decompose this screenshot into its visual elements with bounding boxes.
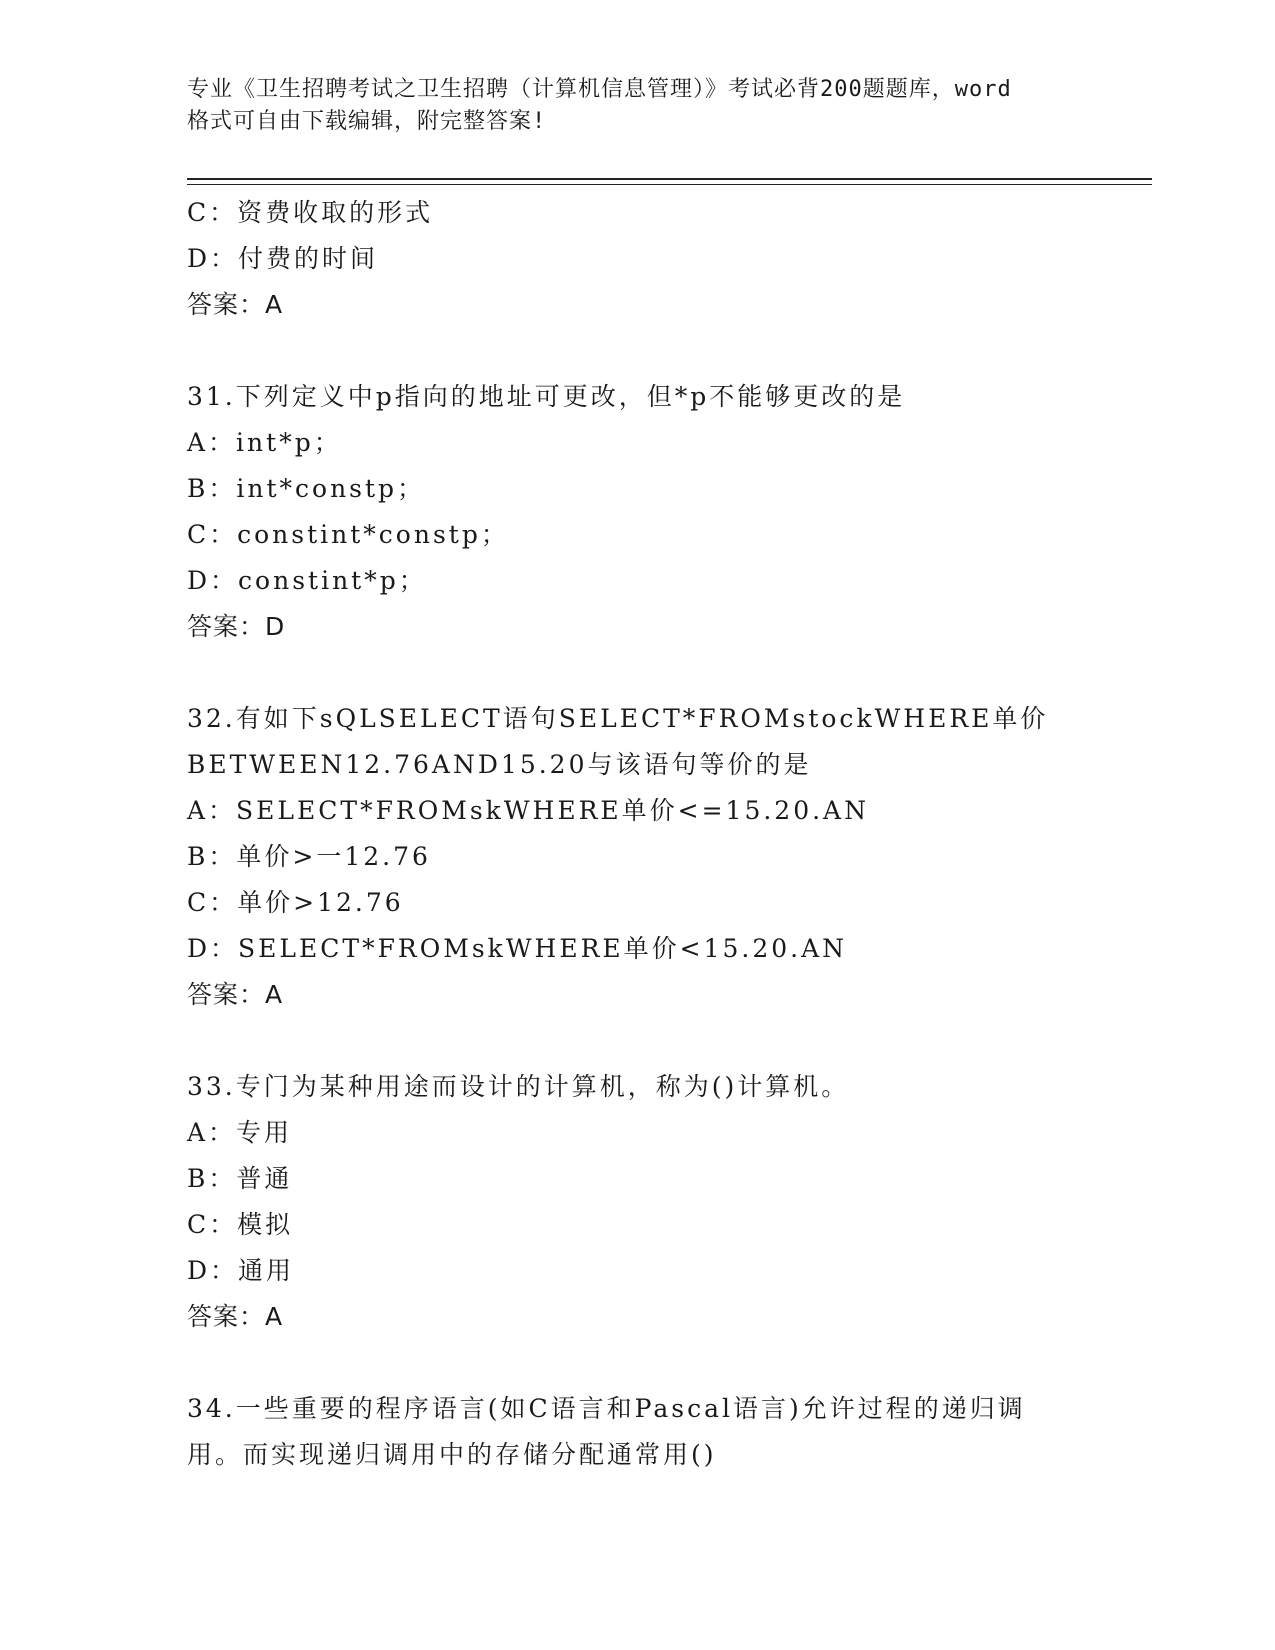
question-stem-line-1: 32.有如下sQLSELECT语句SELECT*FROMstockWHERE单价 <box>187 704 1049 733</box>
question-30-tail <box>187 190 1087 328</box>
question-34 <box>187 1386 1087 1478</box>
spacer <box>187 1018 1087 1064</box>
question-32 <box>187 696 1087 1018</box>
spacer <box>187 1340 1087 1386</box>
option-a: A：专用 <box>187 1118 293 1147</box>
option-d: D：通用 <box>187 1256 295 1285</box>
answer: 答案：A <box>187 1302 284 1331</box>
header-line-2: 格式可自由下载编辑，附完整答案! <box>187 109 547 134</box>
option-b: B：普通 <box>187 1164 293 1193</box>
option-a: A：SELECT*FROMskWHERE单价<=15.20.AN <box>187 796 869 825</box>
option-c: C：模拟 <box>187 1210 294 1239</box>
option-b: B：int*constp； <box>187 474 426 503</box>
question-33 <box>187 1064 1087 1340</box>
option-c: C：资费收取的形式 <box>187 198 434 227</box>
spacer <box>187 328 1087 374</box>
answer: 答案：D <box>187 612 286 641</box>
question-stem-line-2: BETWEEN12.76AND15.20与该语句等价的是 <box>187 750 812 779</box>
document-header <box>187 74 1087 138</box>
option-a: A：int*p； <box>187 428 342 457</box>
question-31 <box>187 374 1087 650</box>
option-c: C：constint*constp； <box>187 520 509 549</box>
header-line-1: 专业《卫生招聘考试之卫生招聘（计算机信息管理）》考试必背200题题库，word <box>187 77 1012 102</box>
question-stem: 33.专门为某种用途而设计的计算机，称为()计算机。 <box>187 1072 850 1101</box>
question-list <box>187 190 1087 1478</box>
header-rule-thick <box>187 178 1152 180</box>
question-stem-line-2: 用。而实现递归调用中的存储分配通常用() <box>187 1440 717 1469</box>
answer: 答案：A <box>187 290 284 319</box>
header-rule-thin <box>187 184 1152 185</box>
option-d: D：constint*p； <box>187 566 427 595</box>
option-b: B：单价>一12.76 <box>187 842 431 871</box>
option-d: D：SELECT*FROMskWHERE单价<15.20.AN <box>187 934 848 963</box>
option-c: C：单价>12.76 <box>187 888 404 917</box>
question-stem-line-1: 34.一些重要的程序语言(如C语言和Pascal语言)允许过程的递归调 <box>187 1394 1026 1423</box>
question-stem: 31.下列定义中p指向的地址可更改，但*p不能够更改的是 <box>187 382 906 411</box>
answer: 答案：A <box>187 980 284 1009</box>
option-d: D：付费的时间 <box>187 244 379 273</box>
spacer <box>187 650 1087 696</box>
